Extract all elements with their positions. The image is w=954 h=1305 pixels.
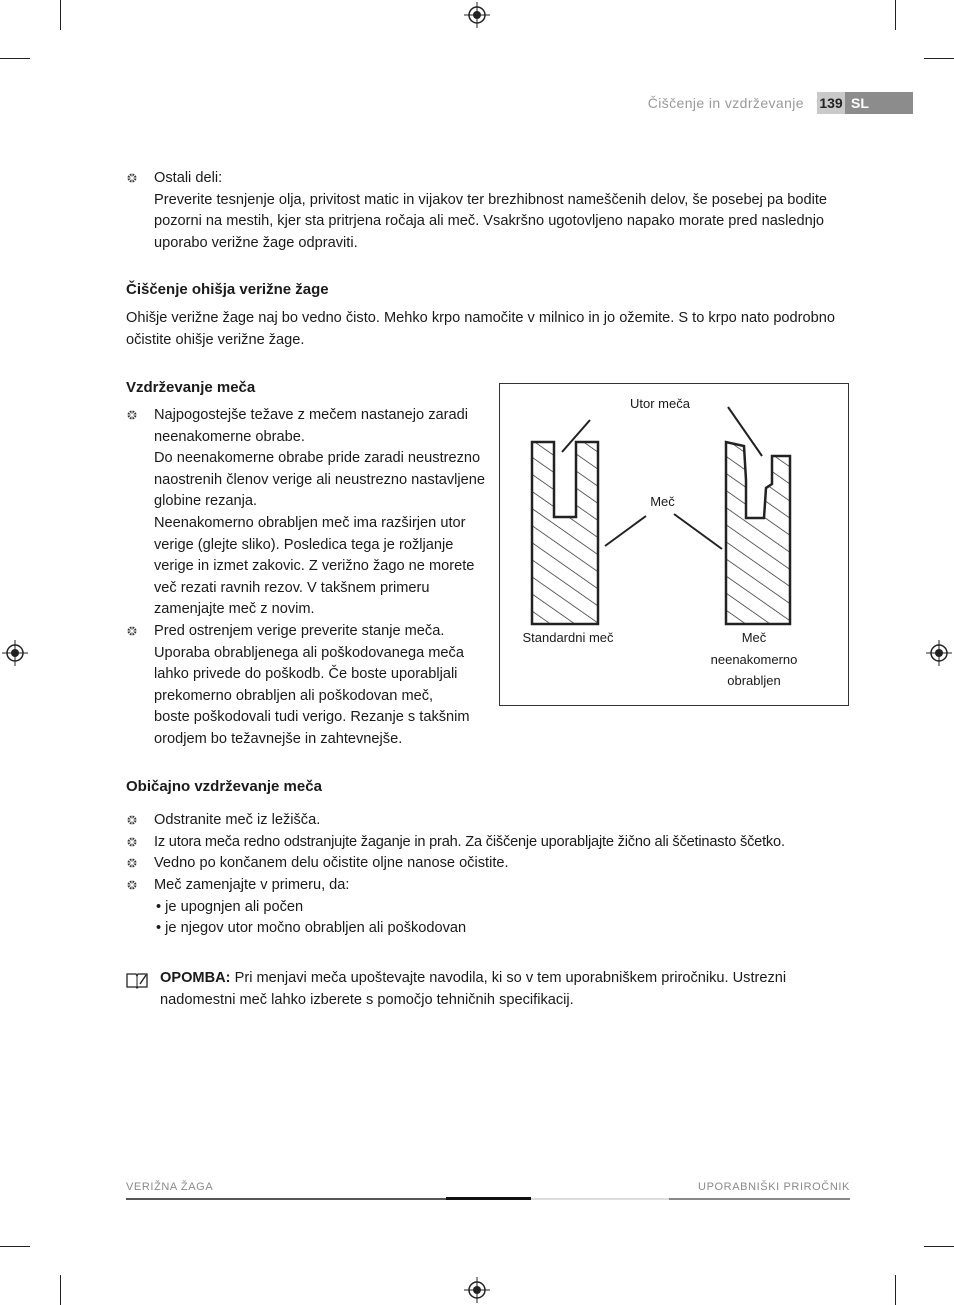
footer-rule-accent (669, 1198, 850, 1200)
list-item-text: Pred ostrenjem verige preverite stanje meča. (154, 623, 445, 639)
paragraph-line: očistite ohišje verižne žage. (126, 331, 305, 348)
label-worn-line: neenakomerno (710, 651, 798, 667)
list-item (126, 621, 496, 751)
note-book-icon (126, 971, 148, 989)
bullet-icon (126, 836, 138, 848)
sub-list-item (156, 918, 756, 940)
language-badge: SL (845, 92, 913, 114)
crop-mark (924, 58, 954, 59)
list-item-text: Iz utora meča redno odstranjujte žaganje in prah. Za čiščenje uporabljajte žično ali ščetinasto ščetko. (154, 834, 785, 850)
crop-mark (924, 1246, 954, 1247)
bar-pointer-right (674, 514, 722, 549)
list-item-text: Do neenakomerne obrabe pride zaradi neustrezno (154, 450, 481, 467)
list-item-text: Najpogostejše težave z mečem nastanejo zaradi (154, 407, 468, 423)
sub-list-item-text: je upognjen ali počen (165, 899, 304, 915)
bar-pointer-left (605, 516, 646, 546)
crop-mark (895, 1275, 896, 1305)
crop-mark (895, 0, 896, 30)
list-item-text: Vedno po končanem delu očistite oljne nanose očistite. (154, 855, 509, 871)
list-item-text: Neenakomerno obrabljen meč ima razširjen utor (154, 514, 466, 531)
note-line: nadomestni meč lahko izberete s pomočjo tehničnih specifikacij. (160, 991, 574, 1008)
list-item (126, 853, 846, 875)
footer-manual-name: UPORABNIŠKI PRIROČNIK (698, 1181, 850, 1193)
footer-rule-accent (531, 1198, 669, 1200)
note-line (160, 968, 840, 990)
note-label: OPOMBA: (160, 970, 231, 986)
note (160, 968, 840, 1011)
label-worn-bar (694, 627, 814, 692)
list-item-text: pozorni na mestih, kjer sta pritrjena ročaja ali meč. Vsakršno ugotovljeno napako morate pred naslednjo (154, 213, 825, 230)
list-item-text: prekomerno obrabljen ali poškodovan meč, (154, 687, 434, 704)
list-item-text: Ostali deli: (154, 170, 223, 186)
worn-bar-shape (726, 442, 790, 624)
standard-bar-shape (532, 442, 598, 624)
footer-product-name: VERIŽNA ŽAGA (126, 1181, 214, 1193)
list-item-text: Odstranite meč iz ležišča. (154, 812, 321, 828)
label-bar: Meč (650, 494, 675, 509)
header-section-title: Čiščenje in vzdrževanje (647, 95, 804, 111)
list-item (126, 405, 496, 621)
crop-mark (0, 58, 30, 59)
section-heading: Čiščenje ohišja verižne žage (126, 281, 329, 298)
crop-mark (60, 0, 61, 30)
crop-mark (60, 1275, 61, 1305)
registration-mark-icon (926, 640, 952, 666)
list-item-text: lahko privede do poškodb. Če boste uporabljali (154, 666, 458, 683)
list-item-text: orodjem bo težavnejše in zahtevnejše. (154, 730, 403, 747)
section-heading: Vzdrževanje meča (126, 379, 256, 396)
bullet-icon (126, 172, 138, 184)
sub-bullet-dot: • (156, 899, 166, 915)
note-text: Pri menjavi meča upoštevajte navodila, ki so v tem uporabniškem priročniku. Ustrezni (234, 970, 787, 986)
footer-rule-accent (126, 1198, 446, 1200)
list-item-text: naostrenih členov verige ali neustrezno nastavljene (154, 471, 485, 488)
list-item (126, 168, 846, 258)
registration-mark-icon (2, 640, 28, 666)
bullet-icon (126, 857, 138, 869)
label-groove: Utor meča (630, 396, 690, 411)
list-item-text: uporabo verižne žage odpraviti. (154, 234, 358, 251)
label-worn-line: obrabljen (727, 673, 781, 688)
list-item-text: verige (glejte sliko). Posledica tega je rožljanje (154, 536, 454, 553)
list-item-text: boste poškodovali tudi verigo. Rezanje s takšnim (154, 709, 470, 726)
list-item-text: verige in izmet zakovic. Z verižno žago ne morete (154, 558, 475, 575)
list-item-text: Preverite tesnjenje olja, privitost matic in vijakov ter brezhibnost nameščenih delov, še posebej pa bodite (154, 191, 828, 208)
section-heading: Običajno vzdrževanje meča (126, 778, 322, 795)
sub-bullet-dot: • (156, 920, 166, 936)
list-item-text: zamenjajte meč z novim. (154, 601, 315, 618)
paragraph (126, 308, 846, 351)
list-item (126, 810, 846, 832)
list-item-text: Meč zamenjajte v primeru, da: (154, 877, 350, 893)
bullet-icon (126, 814, 138, 826)
list-item-text: več rezati ravnih rezov. V takšnem primeru (154, 579, 430, 596)
bullet-icon (126, 409, 138, 421)
sub-list-item (156, 897, 756, 919)
paragraph-line: Ohišje verižne žage naj bo vedno čisto. Mehko krpo namočite v milnico in jo ožemite. S to krpo nato podrobno (126, 310, 835, 326)
bar-wear-diagram (499, 383, 849, 706)
label-standard-bar: Standardni meč (522, 630, 614, 645)
sub-list-item-text: je njegov utor močno obrabljen ali poškodovan (165, 920, 467, 936)
footer-rule-accent (446, 1197, 531, 1200)
label-worn-line: Meč (741, 630, 767, 645)
list-item-text: Uporaba obrabljenega ali poškodovanega meča (154, 644, 464, 661)
registration-mark-icon (464, 2, 490, 28)
list-item (126, 832, 846, 854)
registration-mark-icon (464, 1277, 490, 1303)
list-item (126, 875, 846, 897)
page-number: 139 (817, 92, 845, 114)
bullet-icon (126, 879, 138, 891)
list-item-text: neenakomerne obrabe. (154, 428, 305, 445)
list-item-text: globine rezanja. (154, 493, 258, 510)
bullet-icon (126, 625, 138, 637)
crop-mark (0, 1246, 30, 1247)
